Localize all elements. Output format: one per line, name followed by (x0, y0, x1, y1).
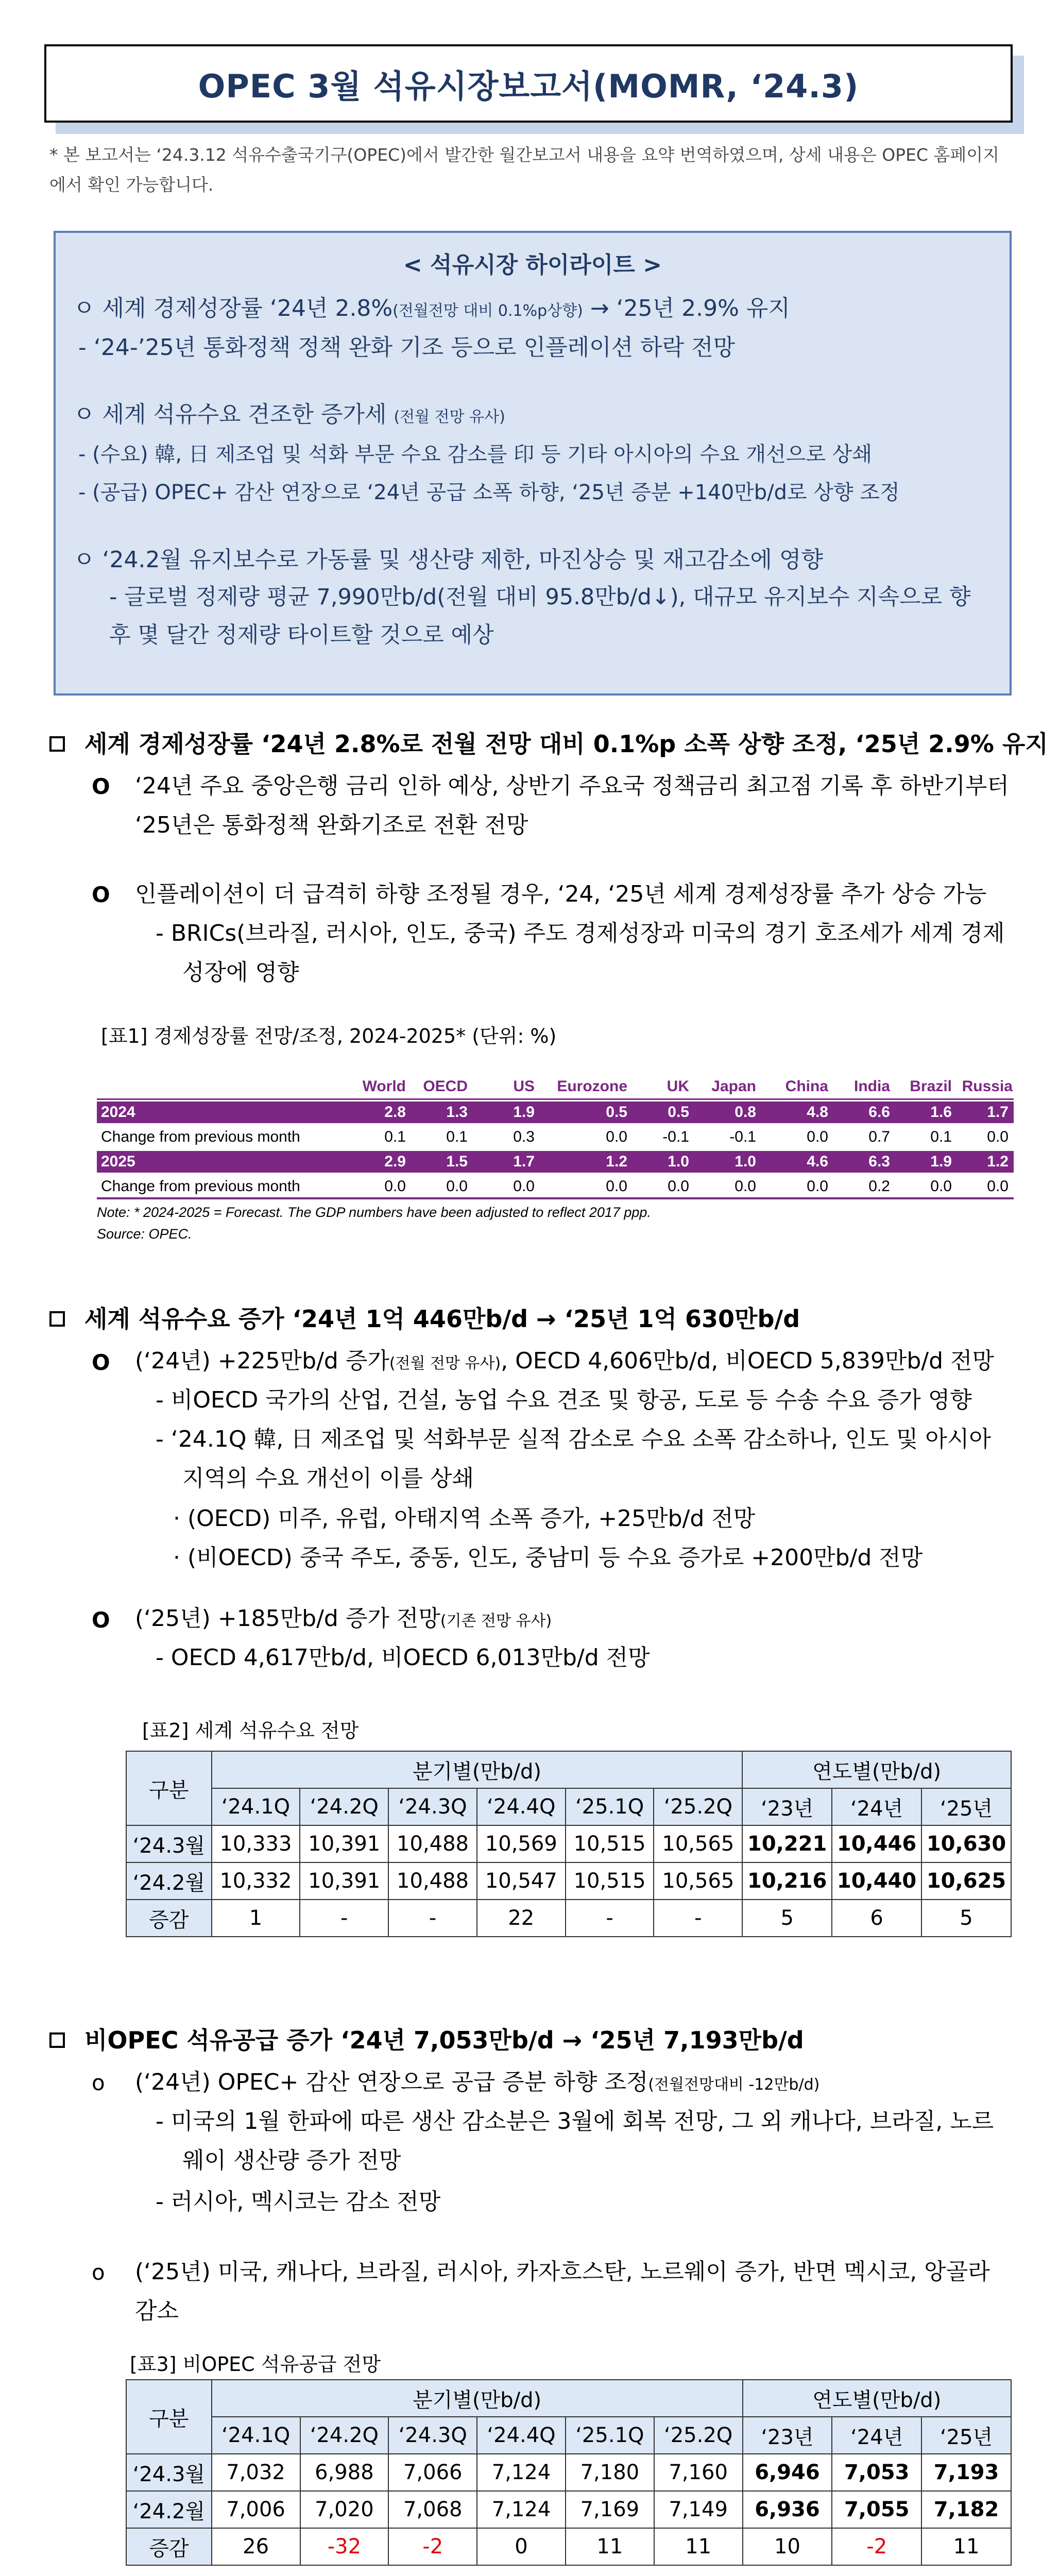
highlight-bullet-3-sub: - 글로벌 정제량 평균 7,990만b/d(전월 대비 95.8만b/d↓), 대규모 유지보수 지속으로 향후 몇 달간 정제량 타이트할 것으로 예상 (109, 584, 971, 648)
table-cell: - (388, 1900, 477, 1937)
table-cell: 7,066 (388, 2454, 477, 2491)
highlight-bullet-2 (73, 396, 505, 429)
oil-demand-table (126, 1751, 1012, 1937)
table-cell: 10,565 (654, 1862, 742, 1900)
table-cell: 10,332 (212, 1862, 300, 1900)
section-2-heading (49, 1300, 800, 1334)
gdp-cell: 1.2 (987, 1153, 1009, 1170)
table-col-header: ‘25.1Q (566, 2417, 654, 2454)
section-1-heading-text: 세계 경제성장률 ‘24년 2.8%로 전월 전망 대비 0.1%p 소폭 상향 조정, ‘25년 2.9% 유지 (84, 730, 1048, 758)
table-cell: 10,547 (477, 1862, 566, 1900)
circle-bullet-icon: O (92, 1350, 110, 1375)
gdp-row-change-2025 (97, 1176, 1014, 1199)
gdp-col-header: World (362, 1078, 406, 1095)
highlight-bullet-1-tail: → ‘25년 2.9% 유지 (583, 295, 790, 321)
section-2-bullet-1-sub-1: - 비OECD 국가의 산업, 건설, 농업 수요 견조 및 항공, 도로 등 수송 수요 증가 영향 (156, 1387, 972, 1413)
table-group-quarterly: 분기별(만b/d) (212, 2380, 743, 2417)
circle-bullet-icon: o (92, 2070, 105, 2095)
table-cell: 11 (566, 2528, 654, 2565)
gdp-cell: 0.0 (987, 1178, 1009, 1195)
gdp-cell: 6.6 (868, 1104, 890, 1121)
gdp-col-header: OECD (423, 1078, 468, 1095)
section-1-heading (49, 725, 1048, 759)
gdp-cell: 0.0 (807, 1178, 828, 1195)
table-col-header: ‘25.2Q (654, 1788, 742, 1825)
table-col-header: ‘25년 (921, 1788, 1011, 1825)
section-2-bullet-2-sub: - OECD 4,617만b/d, 비OECD 6,013만b/d 전망 (156, 1645, 650, 1671)
square-bullet-icon (49, 2032, 65, 2048)
gdp-col-header: Japan (711, 1078, 756, 1095)
gdp-row-change-2024 (97, 1126, 1014, 1148)
table-cell: 5 (742, 1900, 832, 1937)
table-col-header: ‘25.1Q (566, 1788, 654, 1825)
circle-bullet-icon: O (92, 882, 110, 907)
gdp-col-header: US (513, 1078, 535, 1095)
table-cell: 10,333 (212, 1825, 300, 1862)
table-2-caption: [표2] 세계 석유수요 전망 (142, 1719, 359, 1742)
table-col-header: ‘24.4Q (477, 2417, 566, 2454)
non-opec-supply-table (126, 2379, 1012, 2566)
table-cell: 10,569 (477, 1825, 566, 1862)
table-cell: 10,625 (921, 1862, 1011, 1900)
gdp-cell: 0.3 (513, 1128, 535, 1145)
report-title-box (44, 44, 1013, 123)
table-cell: 10,630 (921, 1825, 1011, 1862)
table-cell: 7,032 (212, 2454, 300, 2491)
section-2-bullet-1-main: (‘24년) +225만b/d 증가 (135, 1348, 389, 1374)
table-cell: 11 (921, 2528, 1011, 2565)
highlights-box (54, 231, 1012, 696)
table-row-label: ‘24.3월 (126, 1825, 212, 1862)
table-col-header: ‘25년 (921, 2417, 1011, 2454)
gdp-row-2024 (97, 1101, 1014, 1123)
table-cell: 10,391 (300, 1825, 388, 1862)
gdp-cell: 1.0 (735, 1153, 756, 1170)
highlight-bullet-1-small: (전월전망 대비 0.1%p상향) (392, 302, 583, 320)
table-group-yearly: 연도별(만b/d) (742, 1751, 1011, 1788)
table-cell: 7,180 (566, 2454, 654, 2491)
section-2-bullet-1-sub-4: · (비OECD) 중국 주도, 중동, 인도, 중남미 등 수요 증가로 +200만b/d 전망 (173, 1545, 923, 1571)
table-cell: 6 (832, 1900, 921, 1937)
table-col-header: ‘23년 (742, 1788, 832, 1825)
table-cell: 10,488 (388, 1825, 477, 1862)
gdp-cell: 0.0 (606, 1128, 627, 1145)
highlights-title: < 석유시장 하이라이트 > (403, 252, 662, 278)
table-cell: 10,446 (832, 1825, 921, 1862)
gdp-cell: 1.0 (668, 1153, 689, 1170)
table-cell: -32 (300, 2528, 389, 2565)
table-row-label: ‘24.3월 (126, 2454, 212, 2491)
highlight-bullet-1-sub: - ‘24-’25년 통화정책 정책 완화 기조 등으로 인플레이션 하락 전망 (78, 334, 736, 361)
gdp-col-header: Brazil (910, 1078, 952, 1095)
gdp-cell: -0.1 (729, 1128, 756, 1145)
gdp-cell: 1.6 (930, 1104, 952, 1121)
table-cell: 7,124 (477, 2454, 566, 2491)
table-row-label: ‘24.2월 (126, 2491, 212, 2528)
gdp-cell: 0.5 (668, 1104, 689, 1121)
gdp-col-header: Russia (962, 1078, 1013, 1095)
table-cell: 7,160 (654, 2454, 743, 2491)
square-bullet-icon (49, 1311, 65, 1327)
section-3-bullet-1-main: (‘24년) OPEC+ 감산 연장으로 공급 증분 하향 조정 (135, 2069, 648, 2095)
table-row-label: 증감 (126, 1900, 212, 1937)
section-2-heading-text: 세계 석유수요 증가 ‘24년 1억 446만b/d → ‘25년 1억 630만b/d (84, 1305, 800, 1333)
gdp-row-label: Change from previous month (101, 1178, 300, 1195)
table-col-header: ‘24.4Q (477, 1788, 566, 1825)
gdp-cell: 0.0 (930, 1178, 952, 1195)
table-cell: - (654, 1900, 742, 1937)
table-col-header: ‘24년 (832, 2417, 921, 2454)
table-row (126, 2528, 1011, 2565)
square-bullet-icon (49, 736, 65, 752)
table-cell: 7,020 (300, 2491, 389, 2528)
table-col-header: ‘24.3Q (388, 1788, 477, 1825)
table-cell: 10,391 (300, 1862, 388, 1900)
gdp-cell: 0.0 (807, 1128, 828, 1145)
table-col-header: ‘24.2Q (300, 2417, 389, 2454)
gdp-cell: 1.7 (513, 1153, 535, 1170)
table-cell: - (300, 1900, 388, 1937)
report-title: OPEC 3월 석유시장보고서(MOMR, ‘24.3) (198, 67, 859, 105)
section-1-bullet-2-sub: - BRICs(브라질, 러시아, 인도, 중국) 주도 경제성장과 미국의 경기 호조세가 세계 경제 성장에 영향 (156, 920, 1005, 986)
table-cell: 7,182 (921, 2491, 1011, 2528)
gdp-cell: 0.5 (606, 1104, 627, 1121)
table-row (126, 2491, 1011, 2528)
gdp-cell: 0.1 (930, 1128, 952, 1145)
gdp-cell: 1.5 (446, 1153, 468, 1170)
gdp-col-header: India (853, 1078, 890, 1095)
table-cell: 1 (212, 1900, 300, 1937)
table-1-caption: [표1] 경제성장률 전망/조정, 2024-2025* (단위: %) (101, 1025, 557, 1047)
table-col-header: ‘23년 (743, 2417, 832, 2454)
highlight-bullet-2-main: ㅇ 세계 석유수요 견조한 증가세 (73, 401, 394, 428)
gdp-cell: 0.0 (668, 1178, 689, 1195)
table-cell: 5 (921, 1900, 1011, 1937)
table-cell: 11 (654, 2528, 743, 2565)
gdp-cell: 0.1 (446, 1128, 468, 1145)
highlight-bullet-2-sub-2: - (공급) OPEC+ 감산 연장으로 ‘24년 공급 소폭 하향, ‘25년 증분 +140만b/d로 상향 조정 (78, 481, 900, 504)
table-cell: 7,053 (832, 2454, 921, 2491)
gdp-row-label: 2025 (101, 1153, 135, 1170)
gdp-cell: 4.8 (807, 1104, 828, 1121)
gdp-cell: 0.0 (606, 1178, 627, 1195)
section-2-bullet-1-sub-3: · (OECD) 미주, 유럽, 아태지역 소폭 증가, +25만b/d 전망 (173, 1505, 756, 1532)
section-3-bullet-1 (135, 2063, 819, 2105)
gdp-row-2025 (97, 1151, 1014, 1173)
table-corner: 구분 (126, 1751, 212, 1825)
gdp-cell: 1.9 (513, 1104, 535, 1121)
table-group-quarterly: 분기별(만b/d) (212, 1751, 743, 1788)
gdp-cell: 0.2 (868, 1178, 890, 1195)
highlight-bullet-3: ㅇ ‘24.2월 유지보수로 가동률 및 생산량 제한, 마진상승 및 재고감소에 영향 (73, 547, 823, 573)
table-cell: 0 (477, 2528, 566, 2565)
gdp-cell: 0.7 (868, 1128, 890, 1145)
gdp-cell: 0.0 (513, 1178, 535, 1195)
section-2-bullet-1-small: (전월 전망 유사) (389, 1354, 501, 1372)
gdp-col-header: UK (667, 1078, 689, 1095)
section-2-bullet-2-main: (‘25년) +185만b/d 증가 전망 (135, 1605, 440, 1632)
table-row (126, 1862, 1011, 1900)
table-cell: 26 (212, 2528, 300, 2565)
section-3-heading-text: 비OPEC 석유공급 증가 ‘24년 7,053만b/d → ‘25년 7,193만b/d (84, 2026, 804, 2054)
circle-bullet-icon: O (92, 1607, 110, 1633)
table-cell: 10,221 (742, 1825, 832, 1862)
table-cell: 6,936 (743, 2491, 832, 2528)
gdp-cell: 1.9 (930, 1153, 952, 1170)
gdp-table-note: Note: * 2024-2025 = Forecast. The GDP numbers have been adjusted to reflect 2017 ppp. (97, 1205, 651, 1220)
gdp-cell: 2.8 (384, 1104, 406, 1121)
section-2-bullet-1-sub-2: - ‘24.1Q 韓, 日 제조업 및 석화부문 실적 감소로 수요 소폭 감소하나, 인도 및 아시아 지역의 수요 개선이 이를 상쇄 (156, 1426, 991, 1492)
table-cell: 7,006 (212, 2491, 300, 2528)
section-1-bullet-1: ‘24년 주요 중앙은행 금리 인하 예상, 상반기 주요국 정책금리 최고점 기록 후 하반기부터 ‘25년은 통화정책 완화기조로 전환 전망 (135, 773, 1009, 838)
table-col-header: ‘24.2Q (300, 1788, 388, 1825)
gdp-cell: 0.8 (735, 1104, 756, 1121)
table-row-label: ‘24.2월 (126, 1862, 212, 1900)
gdp-cell: 0.0 (987, 1128, 1009, 1145)
section-2-bullet-1 (135, 1342, 994, 1383)
highlight-bullet-2-sub-1: - (수요) 韓, 日 제조업 및 석화 부문 수요 감소를 印 등 기타 아시아의 수요 개선으로 상쇄 (78, 443, 872, 466)
table-cell: 10,515 (566, 1825, 654, 1862)
table-cell: 7,149 (654, 2491, 743, 2528)
table-cell: 6,946 (743, 2454, 832, 2491)
table-col-header: ‘24.1Q (212, 1788, 300, 1825)
highlight-bullet-2-small: (전월 전망 유사) (394, 408, 505, 426)
gdp-cell: 1.2 (606, 1153, 627, 1170)
section-3-bullet-1-small: (전월전망대비 -12만b/d) (648, 2076, 820, 2094)
table-cell: -2 (832, 2528, 921, 2565)
section-1-bullet-2: 인플레이션이 더 급격히 하향 조정될 경우, ‘24, ‘25년 세계 경제성장률 추가 상승 가능 (135, 881, 987, 907)
table-corner: 구분 (126, 2380, 212, 2454)
table-cell: 10,488 (388, 1862, 477, 1900)
circle-bullet-icon: O (92, 774, 110, 799)
gdp-cell: 2.9 (384, 1153, 406, 1170)
table-cell: 10 (743, 2528, 832, 2565)
table-row-label: 증감 (126, 2528, 212, 2565)
gdp-table-source: Source: OPEC. (97, 1226, 192, 1242)
gdp-col-header: Eurozone (557, 1078, 627, 1095)
table-col-header: ‘24.3Q (388, 2417, 477, 2454)
gdp-cell: 1.3 (446, 1104, 468, 1121)
table-cell: 7,124 (477, 2491, 566, 2528)
gdp-cell: -0.1 (662, 1128, 689, 1145)
table-row (126, 2454, 1011, 2491)
table-cell: 7,193 (921, 2454, 1011, 2491)
section-2-bullet-2 (135, 1599, 552, 1641)
table-cell: 10,515 (566, 1862, 654, 1900)
table-row (126, 1825, 1011, 1862)
table-cell: 6,988 (300, 2454, 389, 2491)
highlight-bullet-1-main: ㅇ 세계 경제성장률 ‘24년 2.8% (73, 295, 393, 321)
section-2-bullet-2-small: (기존 전망 유사) (440, 1612, 552, 1630)
gdp-cell: 6.3 (868, 1153, 890, 1170)
gdp-cell: 0.0 (384, 1178, 406, 1195)
table-col-header: ‘25.2Q (654, 2417, 743, 2454)
section-2-bullet-1-tail: , OECD 4,606만b/d, 비OECD 5,839만b/d 전망 (501, 1348, 994, 1374)
gdp-cell: 0.1 (384, 1128, 406, 1145)
section-3-heading (49, 2022, 804, 2056)
gdp-cell: 0.0 (446, 1178, 468, 1195)
table-cell: 7,055 (832, 2491, 921, 2528)
circle-bullet-icon: o (92, 2260, 105, 2285)
table-cell: - (566, 1900, 654, 1937)
gdp-col-header: China (785, 1078, 828, 1095)
section-3-bullet-2: (‘25년) 미국, 캐나다, 브라질, 러시아, 카자흐스탄, 노르웨이 증가, 반면 멕시코, 앙골라 감소 (135, 2259, 990, 2324)
gdp-row-label: Change from previous month (101, 1128, 300, 1145)
section-3-bullet-1-sub-1: - 미국의 1월 한파에 따른 생산 감소분은 3월에 회복 전망, 그 외 캐나다, 브라질, 노르웨이 생산량 증가 전망 (156, 2108, 994, 2174)
table-cell: 7,068 (388, 2491, 477, 2528)
table-cell: 10,440 (832, 1862, 921, 1900)
table-cell: 10,216 (742, 1862, 832, 1900)
table-cell: 7,169 (566, 2491, 654, 2528)
report-note: * 본 보고서는 ‘24.3.12 석유수출국기구(OPEC)에서 발간한 월간보고서 내용을 요약 번역하였으며, 상세 내용은 OPEC 홈페이지에서 확인 가능합니다. (49, 145, 999, 195)
table-cell: 22 (477, 1900, 566, 1937)
gdp-row-label: 2024 (101, 1104, 135, 1121)
gdp-table-header-row (97, 1078, 1014, 1100)
gdp-cell: 0.0 (735, 1178, 756, 1195)
gdp-cell: 1.7 (987, 1104, 1009, 1121)
table-3-caption: [표3] 비OPEC 석유공급 전망 (130, 2353, 381, 2376)
table-cell: 10,565 (654, 1825, 742, 1862)
table-row (126, 1900, 1011, 1937)
table-group-yearly: 연도별(만b/d) (743, 2380, 1011, 2417)
table-col-header: ‘24.1Q (212, 2417, 300, 2454)
gdp-cell: 4.6 (807, 1153, 828, 1170)
table-cell: -2 (388, 2528, 477, 2565)
table-col-header: ‘24년 (832, 1788, 921, 1825)
section-3-bullet-1-sub-2: - 러시아, 멕시코는 감소 전망 (156, 2189, 441, 2215)
highlight-bullet-1 (73, 290, 790, 323)
